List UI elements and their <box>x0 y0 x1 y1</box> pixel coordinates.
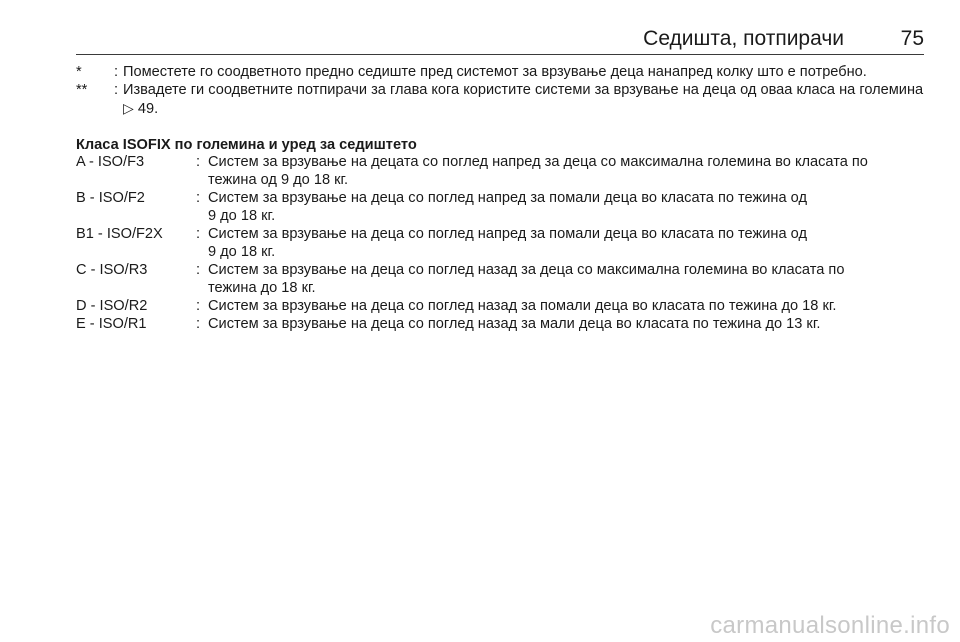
class-description-line: 9 до 18 кг. <box>208 244 276 260</box>
class-code: C - ISO/R3 <box>76 262 148 278</box>
note-colon: : <box>114 82 119 98</box>
page-title: Седишта, потпирачи <box>643 27 844 50</box>
class-description-line: Систем за врзување на деца со поглед назад за деца со максимална големина во класата по <box>208 262 845 278</box>
page-number: 75 <box>900 27 924 50</box>
class-description-line: Систем за врзување на деца со поглед напред за помали деца во класата по тежина од <box>208 190 807 206</box>
class-description <box>208 261 928 297</box>
note-text-container <box>123 81 924 118</box>
class-colon: : <box>196 316 201 332</box>
class-description-line: Систем за врзување на деца со поглед назад за помали деца во класата по тежина до 18 кг. <box>208 298 837 314</box>
class-description-line: тежина до 18 кг. <box>208 280 316 296</box>
page-header <box>76 26 924 55</box>
class-description-line: 9 до 18 кг. <box>208 208 276 224</box>
class-description-line: тежина од 9 до 18 кг. <box>208 172 349 188</box>
class-description <box>208 297 928 315</box>
class-row <box>76 153 928 189</box>
class-colon: : <box>196 298 201 314</box>
class-row <box>76 297 928 315</box>
note-text: Поместете го соодветното предно седиште пред системот за врзување деца нанапред колку што е потребно. <box>123 64 867 80</box>
watermark-link[interactable]: carmanualsonline.info <box>710 612 950 639</box>
class-code: E - ISO/R1 <box>76 316 147 332</box>
class-description-line: Систем за врзување на децата со поглед напред за деца со максимална големина во класата по <box>208 154 868 170</box>
class-code: B - ISO/F2 <box>76 190 145 206</box>
note-text: Извадете ги соодветните потпирачи за глава кога користите системи за врзување на деца од оваа класа на големина <box>123 82 924 98</box>
class-row <box>76 261 928 297</box>
notes-list <box>76 63 924 118</box>
class-description <box>208 315 928 333</box>
class-colon: : <box>196 190 201 206</box>
note-colon: : <box>114 64 119 80</box>
arrow-ref-icon: ▷ <box>123 100 134 116</box>
class-description <box>208 153 928 189</box>
class-description-line: Систем за врзување на деца со поглед назад за мали деца во класата по тежина до 13 кг. <box>208 316 821 332</box>
class-code: D - ISO/R2 <box>76 298 148 314</box>
class-colon: : <box>196 226 201 242</box>
section-heading: Класа ISOFIX по големина и уред за седиштето <box>76 137 417 153</box>
class-description <box>208 225 928 261</box>
class-colon: : <box>196 154 201 170</box>
isofix-class-list <box>76 153 928 333</box>
note-item <box>76 81 924 118</box>
class-row <box>76 315 928 333</box>
class-description <box>208 189 928 225</box>
page-reference: 49. <box>137 101 159 117</box>
class-description-line: Систем за врзување на деца со поглед напред за помали деца во класата по тежина од <box>208 226 807 242</box>
note-item <box>76 63 924 81</box>
class-code: A - ISO/F3 <box>76 154 145 170</box>
class-row <box>76 189 928 225</box>
class-code: B1 - ISO/F2X <box>76 226 163 242</box>
note-mark: * <box>76 64 82 80</box>
class-colon: : <box>196 262 201 278</box>
class-row <box>76 225 928 261</box>
note-mark: ** <box>76 82 88 98</box>
